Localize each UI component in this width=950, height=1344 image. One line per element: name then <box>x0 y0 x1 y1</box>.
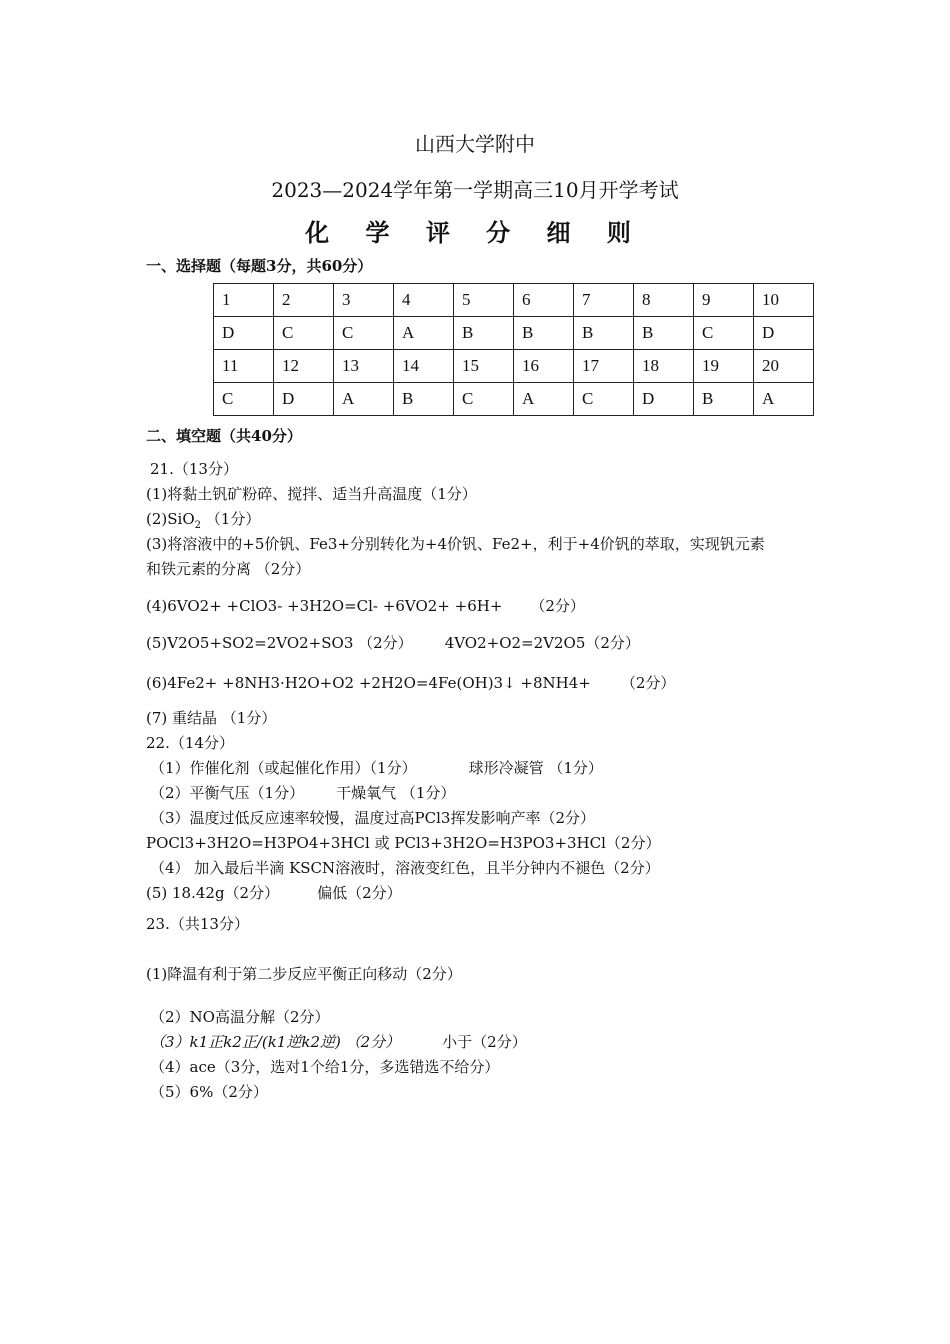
q22-answer-2: （2）平衡气压（1分） 干燥氧气 （1分） <box>150 784 456 802</box>
q23-answer-3: （3）k1正k2正/(k1逆k2逆) （2分） 小于（2分） <box>150 1033 527 1051</box>
answer-table <box>213 283 814 416</box>
question-number-cell: 7 <box>574 284 634 317</box>
answer-cell: B <box>634 317 694 350</box>
q21-answer-3b: 和铁元素的分离 （2分） <box>146 560 311 578</box>
q22-answer-5: (5) 18.42g（2分） 偏低（2分） <box>146 884 402 902</box>
question-number-cell: 13 <box>334 350 394 383</box>
question-number-cell: 20 <box>754 350 814 383</box>
q21-answer-2: (2)SiO$_2$ （1分） <box>146 510 261 531</box>
question-number-cell: 15 <box>454 350 514 383</box>
question-number-cell: 6 <box>514 284 574 317</box>
q23-answer-1: (1)降温有利于第二步反应平衡正向移动（2分） <box>146 965 462 983</box>
q22-heading: 22.（14分） <box>146 734 234 752</box>
answer-cell: C <box>214 383 274 416</box>
q21-answer-6: (6)4Fe2+ +8NH3·H2O+O2 +2H2O=4Fe(OH)3↓ +8NH4+ （2分） <box>146 674 676 692</box>
answer-cell: A <box>394 317 454 350</box>
answer-cell: A <box>514 383 574 416</box>
answer-cell: B <box>394 383 454 416</box>
q21-answer-7: (7) 重结晶 （1分） <box>146 709 277 727</box>
question-number-cell: 3 <box>334 284 394 317</box>
answer-cell: D <box>214 317 274 350</box>
question-number-cell: 12 <box>274 350 334 383</box>
document-title: 化 学 评 分 细 则 <box>305 218 645 247</box>
question-number-cell: 19 <box>694 350 754 383</box>
question-number-row <box>214 350 814 383</box>
q21-answer-4: (4)6VO2+ +ClO3- +3H2O=Cl- +6VO2+ +6H+ （2分） <box>146 597 585 615</box>
answer-row <box>214 383 814 416</box>
question-number-cell: 8 <box>634 284 694 317</box>
answer-cell: D <box>274 383 334 416</box>
question-number-cell: 5 <box>454 284 514 317</box>
question-number-cell: 11 <box>214 350 274 383</box>
answer-cell: A <box>754 383 814 416</box>
q23-answer-5: （5）6%（2分） <box>150 1083 268 1101</box>
question-number-cell: 2 <box>274 284 334 317</box>
question-number-cell: 1 <box>214 284 274 317</box>
question-number-cell: 14 <box>394 350 454 383</box>
answer-cell: C <box>574 383 634 416</box>
q22-answer-3: （3）温度过低反应速率较慢，温度过高PCl3挥发影响产率（2分） <box>150 809 596 827</box>
answer-cell: A <box>334 383 394 416</box>
answer-cell: C <box>694 317 754 350</box>
question-number-cell: 10 <box>754 284 814 317</box>
answer-cell: C <box>334 317 394 350</box>
q23-answer-4: （4）ace（3分，选对1个给1分，多选错选不给分） <box>150 1058 500 1076</box>
question-number-row <box>214 284 814 317</box>
answer-cell: B <box>514 317 574 350</box>
q22-answer-4: （4） 加入最后半滴 KSCN溶液时，溶液变红色，且半分钟内不褪色（2分） <box>150 859 660 877</box>
exam-title: 2023—2024学年第一学期高三10月开学考试 <box>271 178 679 202</box>
section-2-title: 二、填空题（共40分） <box>146 427 302 445</box>
section-1-title: 一、选择题（每题3分，共60分） <box>146 257 373 275</box>
answer-cell: D <box>754 317 814 350</box>
answer-cell: B <box>454 317 514 350</box>
answer-cell: C <box>454 383 514 416</box>
q22-answer-1: （1）作催化剂（或起催化作用）（1分） 球形冷凝管 （1分） <box>150 759 603 777</box>
q21-answer-5: (5)V2O5+SO2=2VO2+SO3 （2分） 4VO2+O2=2V2O5（2分） <box>146 634 640 652</box>
question-number-cell: 16 <box>514 350 574 383</box>
answer-cell: D <box>634 383 694 416</box>
school-name: 山西大学附中 <box>415 132 535 156</box>
q23-heading: 23.（共13分） <box>146 915 249 933</box>
answer-row <box>214 317 814 350</box>
question-number-cell: 9 <box>694 284 754 317</box>
answer-cell: C <box>274 317 334 350</box>
answer-cell: B <box>694 383 754 416</box>
q23-answer-2: （2）NO高温分解（2分） <box>150 1008 330 1026</box>
question-number-cell: 17 <box>574 350 634 383</box>
q22-answer-3-equations: POCl3+3H2O=H3PO4+3HCl 或 PCl3+3H2O=H3PO3+3HCl（2分） <box>146 834 661 852</box>
q21-answer-1: (1)将黏土钒矿粉碎、搅拌、适当升高温度（1分） <box>146 485 477 503</box>
answer-cell: B <box>574 317 634 350</box>
q21-heading: 21.（13分） <box>150 460 238 478</box>
question-number-cell: 18 <box>634 350 694 383</box>
q21-answer-3a: (3)将溶液中的+5价钒、Fe3+分别转化为+4价钒、Fe2+，利于+4价钒的萃取，实现钒元素 <box>146 535 765 553</box>
question-number-cell: 4 <box>394 284 454 317</box>
